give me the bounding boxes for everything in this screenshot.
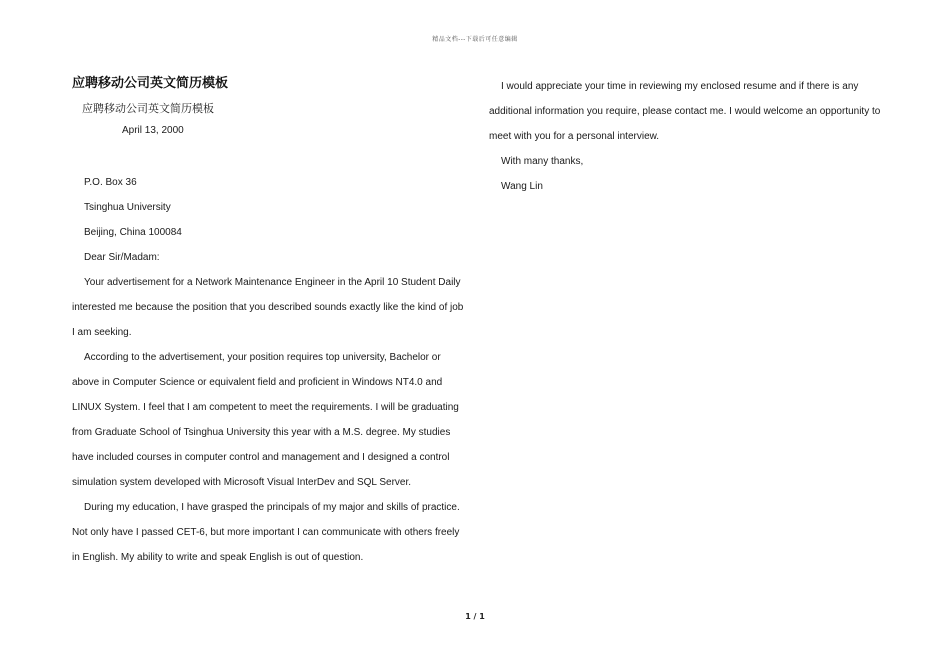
- letter-date: April 13, 2000: [122, 125, 184, 136]
- address-line-1: P.O. Box 36: [84, 177, 137, 188]
- paragraph-3: During my education, I have grasped the principals of my major and skills of practice. Not only have I passed CET-6, but more important I can communicate with others freely in English. My ability to write and speak English is out of question.: [72, 502, 460, 563]
- right-column: [489, 74, 881, 199]
- salutation: Dear Sir/Madam:: [84, 252, 160, 263]
- address-line-2: Tsinghua University: [84, 202, 171, 213]
- address-line-3: Beijing, China 100084: [84, 227, 182, 238]
- closing: With many thanks,: [501, 156, 584, 167]
- document-subtitle: 应聘移动公司英文简历模板: [82, 102, 214, 115]
- header-note: 精品文档---下载后可任意编辑: [432, 36, 518, 43]
- document-title: 应聘移动公司英文简历模板: [72, 76, 229, 91]
- left-column: [72, 74, 464, 570]
- signature: Wang Lin: [501, 181, 543, 192]
- paragraph-2: According to the advertisement, your position requires top university, Bachelor or above in Computer Science or equivalent field and proficient in Windows NT4.0 and LINUX System. I feel that I am competent to meet the requirements. I will be graduating from Graduate School of Tsinghua University this year with a M.S. degree. My studies have included courses in computer control and management and I designed a control simulation system developed with Microsoft Visual InterDev and SQL Server.: [72, 352, 459, 488]
- spacer: [72, 142, 464, 170]
- paragraph-4: I would appreciate your time in reviewing my enclosed resume and if there is any additional information you require, please contact me. I would welcome an opportunity to meet with you for a personal interview.: [489, 81, 881, 142]
- paragraph-1: Your advertisement for a Network Maintenance Engineer in the April 10 Student Daily interested me because the position that you described sounds exactly like the kind of job I am seeking.: [72, 277, 464, 338]
- page-number: 1 / 1: [465, 612, 485, 621]
